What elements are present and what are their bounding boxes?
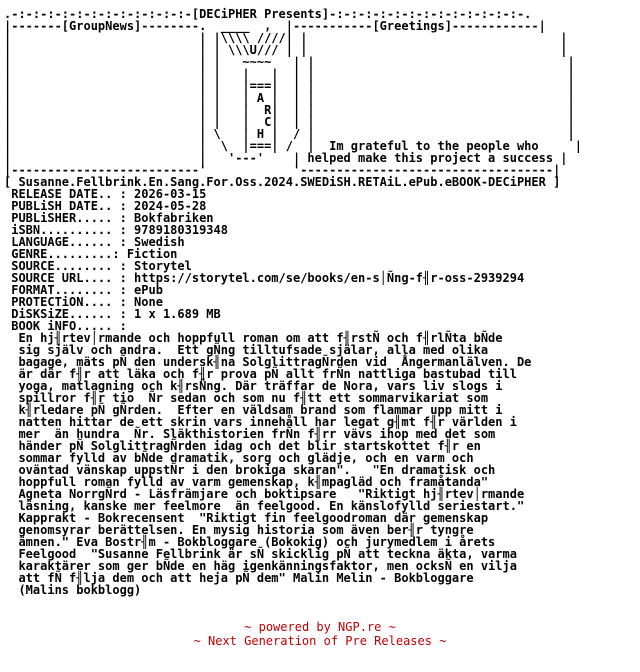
nfo-line: sig själv och andra. Ett gÑng tilltufsade själar, alla med olika xyxy=(4,343,489,357)
nfo-line: BOOK iNFO..... : xyxy=(4,319,127,333)
nfo-line: .-:-:-:-:-:-:-:-:-:-:-:-:-[DECiPHER Presents]-:-:-:-:-:-:-:-:-:-:-:-:-:-. xyxy=(4,7,532,21)
nfo-line: SOURCE URL.... : https://storytel.com/se/books/en-s│Ñng-f╢r-oss-2939294 xyxy=(4,271,525,285)
nfo-line: | | |\\\\ ////| | | xyxy=(4,31,568,45)
nfo-line: En hj╢rtev│rmande och hoppfull roman om att f╢rstÑ och f╢rlÑta bÑde xyxy=(4,331,503,345)
nfo-line: natten hittar de ett skrin vars innehåll har legat g╢mt f╢r världen i xyxy=(4,415,517,429)
nfo-line: | | | | A | | | | xyxy=(4,91,575,105)
nfo-line: FORMAT........ : ePub xyxy=(4,283,163,297)
nfo-line: [ Susanne.Fellbrink.En.Sang.For.Oss.2024.SWEDiSH.RETAiL.ePub.eBOOK-DECiPHER ] xyxy=(4,175,561,189)
nfo-line: PROTECTiON.... : None xyxy=(4,295,163,309)
nfo-line: spillror f╢r tio Ñr sedan och som nu f╢tt ett sommarvikariat som xyxy=(4,391,489,405)
nfo-line: oväntad vänskap uppstÑr i den brokiga skaran". "En dramatisk och xyxy=(4,463,496,477)
nfo-line: | | | | C| | | | xyxy=(4,115,575,129)
nfo-line: sommar fylld av bÑde dramatik, sorg och glädje, och en varm och xyxy=(4,451,474,465)
nfo-line: GENRE.........: Fiction xyxy=(4,247,178,261)
nfo-line: PUBLiSH DATE.. : 2024-05-28 xyxy=(4,199,207,213)
nfo-line: mer än hundra Ñr. Släkthistorien frÑn f╢rr vävs ihop med det som xyxy=(4,427,496,441)
nfo-line: karaktärer som ger bÑde en häg igenkänningsfaktor, men ocksÑ en vilja xyxy=(4,559,517,573)
nfo-line: LANGUAGE...... : Swedish xyxy=(4,235,185,249)
nfo-line: bagage, mäts pÑ den undersk╢na SolglittragÑrden vid Ångermanlälven. De xyxy=(4,355,532,369)
footer-tagline: ~ Next Generation of Pre Releases ~ xyxy=(193,634,447,648)
nfo-line: | | | | R| | | | xyxy=(4,103,575,117)
nfo-line: RELEASE DATE.. : 2026-03-15 xyxy=(4,187,207,201)
nfo-line: |--------------------------' '-----------------------------------| xyxy=(4,163,561,177)
nfo-text xyxy=(4,8,582,596)
nfo-line: ämnen." Eva Bostr╢m - Bokbloggare (Bokokig) och jurymedlem i årets xyxy=(4,535,496,549)
nfo-line: iSBN.......... : 9789180319348 xyxy=(4,223,228,237)
nfo-line: (Malins bokblogg) xyxy=(4,583,142,597)
nfo-line: DiSKSiZE...... : 1 x 1.689 MB xyxy=(4,307,221,321)
nfo-line: SOURCE........ : Storytel xyxy=(4,259,192,273)
nfo-line: Agneta NorrgÑrd - Läsfrämjare och boktipsare "Riktigt hj╢rtev│rmande xyxy=(4,487,525,501)
nfo-line: |-------[GroupNews]--------. ____ , |-----------[Greetings]------------| xyxy=(4,19,546,33)
nfo-line: | | \ |===| / | Im grateful to the people who | xyxy=(4,139,582,153)
nfo-line: | | | | | | | | xyxy=(4,67,575,81)
nfo-line: k╢rledare pÑ gÑrden. Efter en väldsam brand som flammar upp mitt i xyxy=(4,403,503,417)
nfo-line: läsning, kanske mer feelmore än feelgood. En känslofylld seriestart." xyxy=(4,499,525,513)
footer-powered-by: ~ powered by NGP.re ~ xyxy=(244,620,396,634)
footer xyxy=(0,620,640,648)
nfo-line: hoppfull roman fylld av varm gemenskap, k╢mpagläd och framåtanda" xyxy=(4,475,489,489)
nfo-line: PUBLiSHER..... : Bokfabriken xyxy=(4,211,214,225)
nfo-line: Kapprakt - Bokrecensent "Riktigt fin feelgoodroman där gemenskap xyxy=(4,511,489,525)
nfo-line: | | '---' | helped make this project a success | xyxy=(4,151,568,165)
nfo-line: att fÑ f╢lja dem och att heja pÑ dem" Malin Melin - Bokbloggare xyxy=(4,571,474,585)
nfo-line: är där f╢r att läka och f╢r prova pÑ allt frÑn nattliga bastubad till xyxy=(4,367,517,381)
nfo-line: genomsyrar berättelsen. En mysig historia som även ber╢r tyngre xyxy=(4,523,474,537)
nfo-line: yoga, matlagning och k╢rsÑng. Där träffar de Nora, vars liv slogs i xyxy=(4,379,503,393)
nfo-line: | | | \\\U/// | | | xyxy=(4,43,568,57)
nfo-line: Feelgood "Susanne Fellbrink är sÑ skicklig pÑ att teckna äkta, varma xyxy=(4,547,517,561)
nfo-line: händer pÑ SolglittragÑrden idag och det blir startskottet f╢r en xyxy=(4,439,481,453)
nfo-line: | | | ~~~~ | | | xyxy=(4,55,575,69)
nfo-line: | | | |===| | | | xyxy=(4,79,575,93)
nfo-line: | | \ | H | / | | xyxy=(4,127,575,141)
